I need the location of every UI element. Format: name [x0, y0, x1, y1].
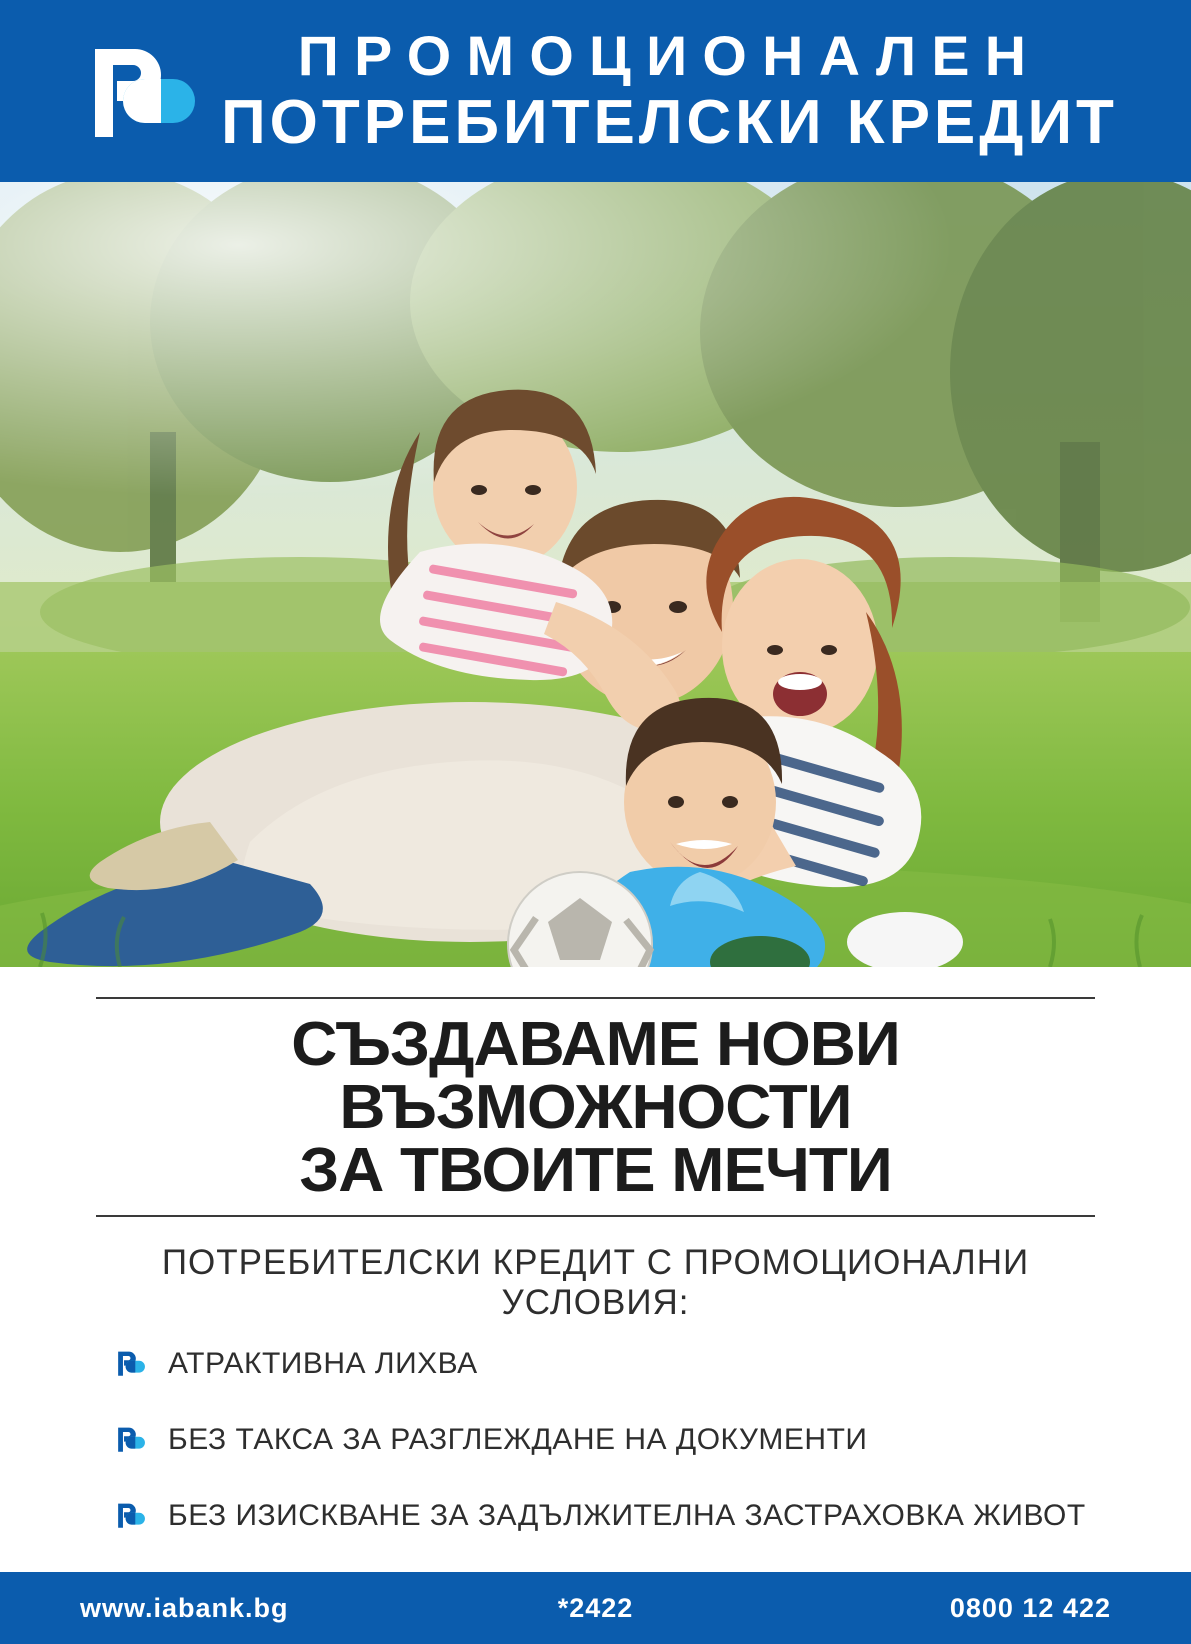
benefits-list	[96, 1347, 1095, 1533]
brand-logo	[78, 39, 208, 143]
list-item	[116, 1499, 1095, 1533]
list-item-label: БЕЗ ТАКСА ЗА РАЗГЛЕЖДАНЕ НА ДОКУМЕНТИ	[168, 1422, 868, 1456]
footer-short-number[interactable]: *2422	[557, 1592, 634, 1623]
footer-bar	[0, 1572, 1191, 1644]
ia-bullet-icon	[116, 1424, 146, 1456]
header-title-line1: ПРОМОЦИОНАЛЕН	[297, 24, 1042, 88]
header-title-group	[208, 24, 1191, 157]
header-title-line2: ПОТРЕБИТЕЛСКИ КРЕДИТ	[221, 87, 1118, 157]
headline-line2: ЗА ТВОИТЕ МЕЧТИ	[299, 1136, 892, 1206]
footer-phone[interactable]: 0800 12 422	[949, 1592, 1111, 1623]
list-item-label: АТРАКТИВНА ЛИХВА	[168, 1346, 478, 1380]
footer-website[interactable]: www.iabank.bg	[80, 1592, 289, 1623]
list-item-label: БЕЗ ИЗИСКВАНЕ ЗА ЗАДЪЛЖИТЕЛНА ЗАСТРАХОВКА ЖИВОТ	[168, 1498, 1086, 1532]
hero-photo	[0, 182, 1191, 967]
header-bar	[0, 0, 1191, 182]
hero-photo-illustration	[0, 182, 1191, 967]
ia-bullet-icon	[116, 1348, 146, 1380]
list-item	[116, 1347, 1095, 1381]
headline-line1: СЪЗДАВАМЕ НОВИ ВЪЗМОЖНОСТИ	[291, 1010, 900, 1143]
page-title	[81, 999, 1110, 1215]
list-item	[116, 1423, 1095, 1457]
ia-bank-logo-icon	[87, 39, 199, 143]
main-content	[0, 967, 1191, 1572]
ia-bullet-icon	[116, 1500, 146, 1532]
subheadline: ПОТРЕБИТЕЛСКИ КРЕДИТ С ПРОМОЦИОНАЛНИ УСЛОВИЯ:	[161, 1242, 1030, 1322]
